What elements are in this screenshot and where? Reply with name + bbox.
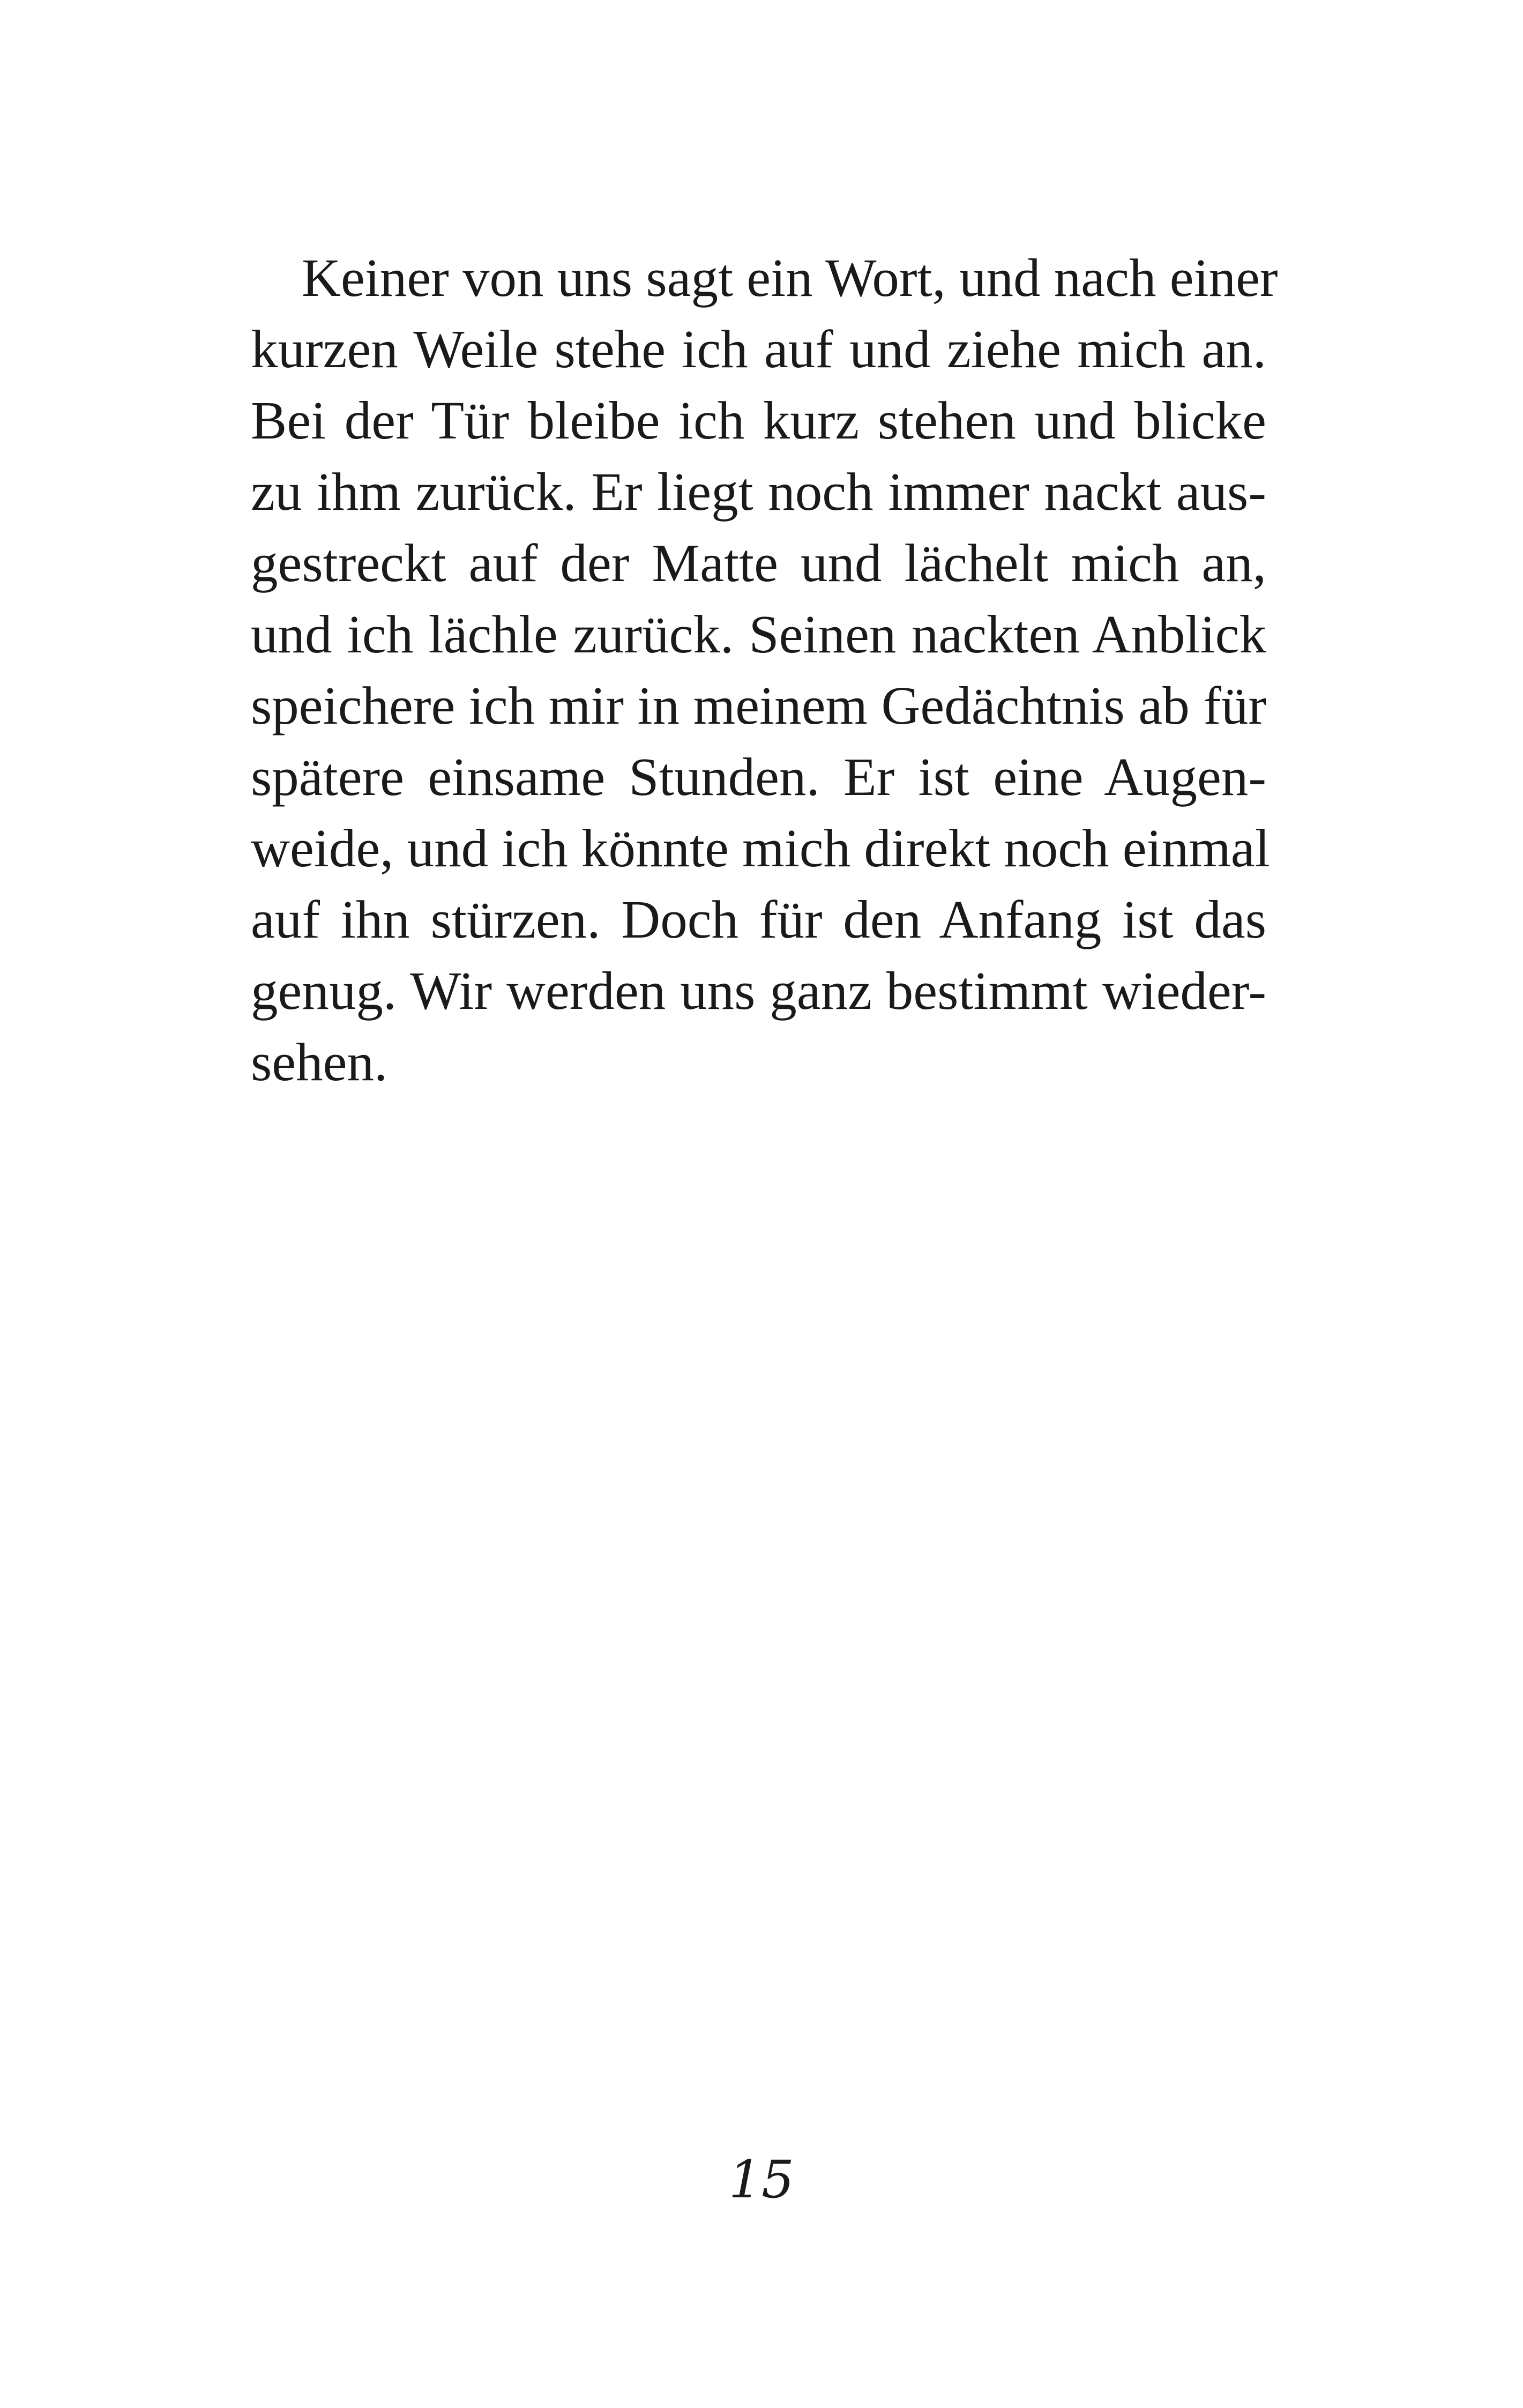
text-line: und ich lächle zurück. Seinen nackten Anblick — [251, 604, 1266, 664]
page-number: 15 — [728, 2150, 795, 2210]
body-paragraph — [251, 242, 1278, 1098]
text-line: spätere einsame Stunden. Er ist eine Augen- — [251, 747, 1266, 807]
text-line: auf ihn stürzen. Doch für den Anfang ist das — [251, 889, 1266, 949]
text-line: speichere ich mir in meinem Gedächtnis ab für — [251, 675, 1266, 735]
text-line: Keiner von uns sagt ein Wort, und nach einer — [302, 248, 1278, 308]
text-line: gestreckt auf der Matte und lächelt mich an, — [251, 533, 1266, 593]
text-line: kurzen Weile stehe ich auf und ziehe mich an. — [251, 319, 1266, 379]
text-line: zu ihm zurück. Er liegt noch immer nackt aus- — [251, 462, 1266, 522]
text-line: sehen. — [251, 1032, 388, 1092]
text-line: Bei der Tür bleibe ich kurz stehen und blicke — [251, 390, 1266, 450]
text-line: genug. Wir werden uns ganz bestimmt wieder- — [251, 961, 1266, 1021]
text-line: weide, und ich könnte mich direkt noch einmal — [251, 818, 1270, 878]
